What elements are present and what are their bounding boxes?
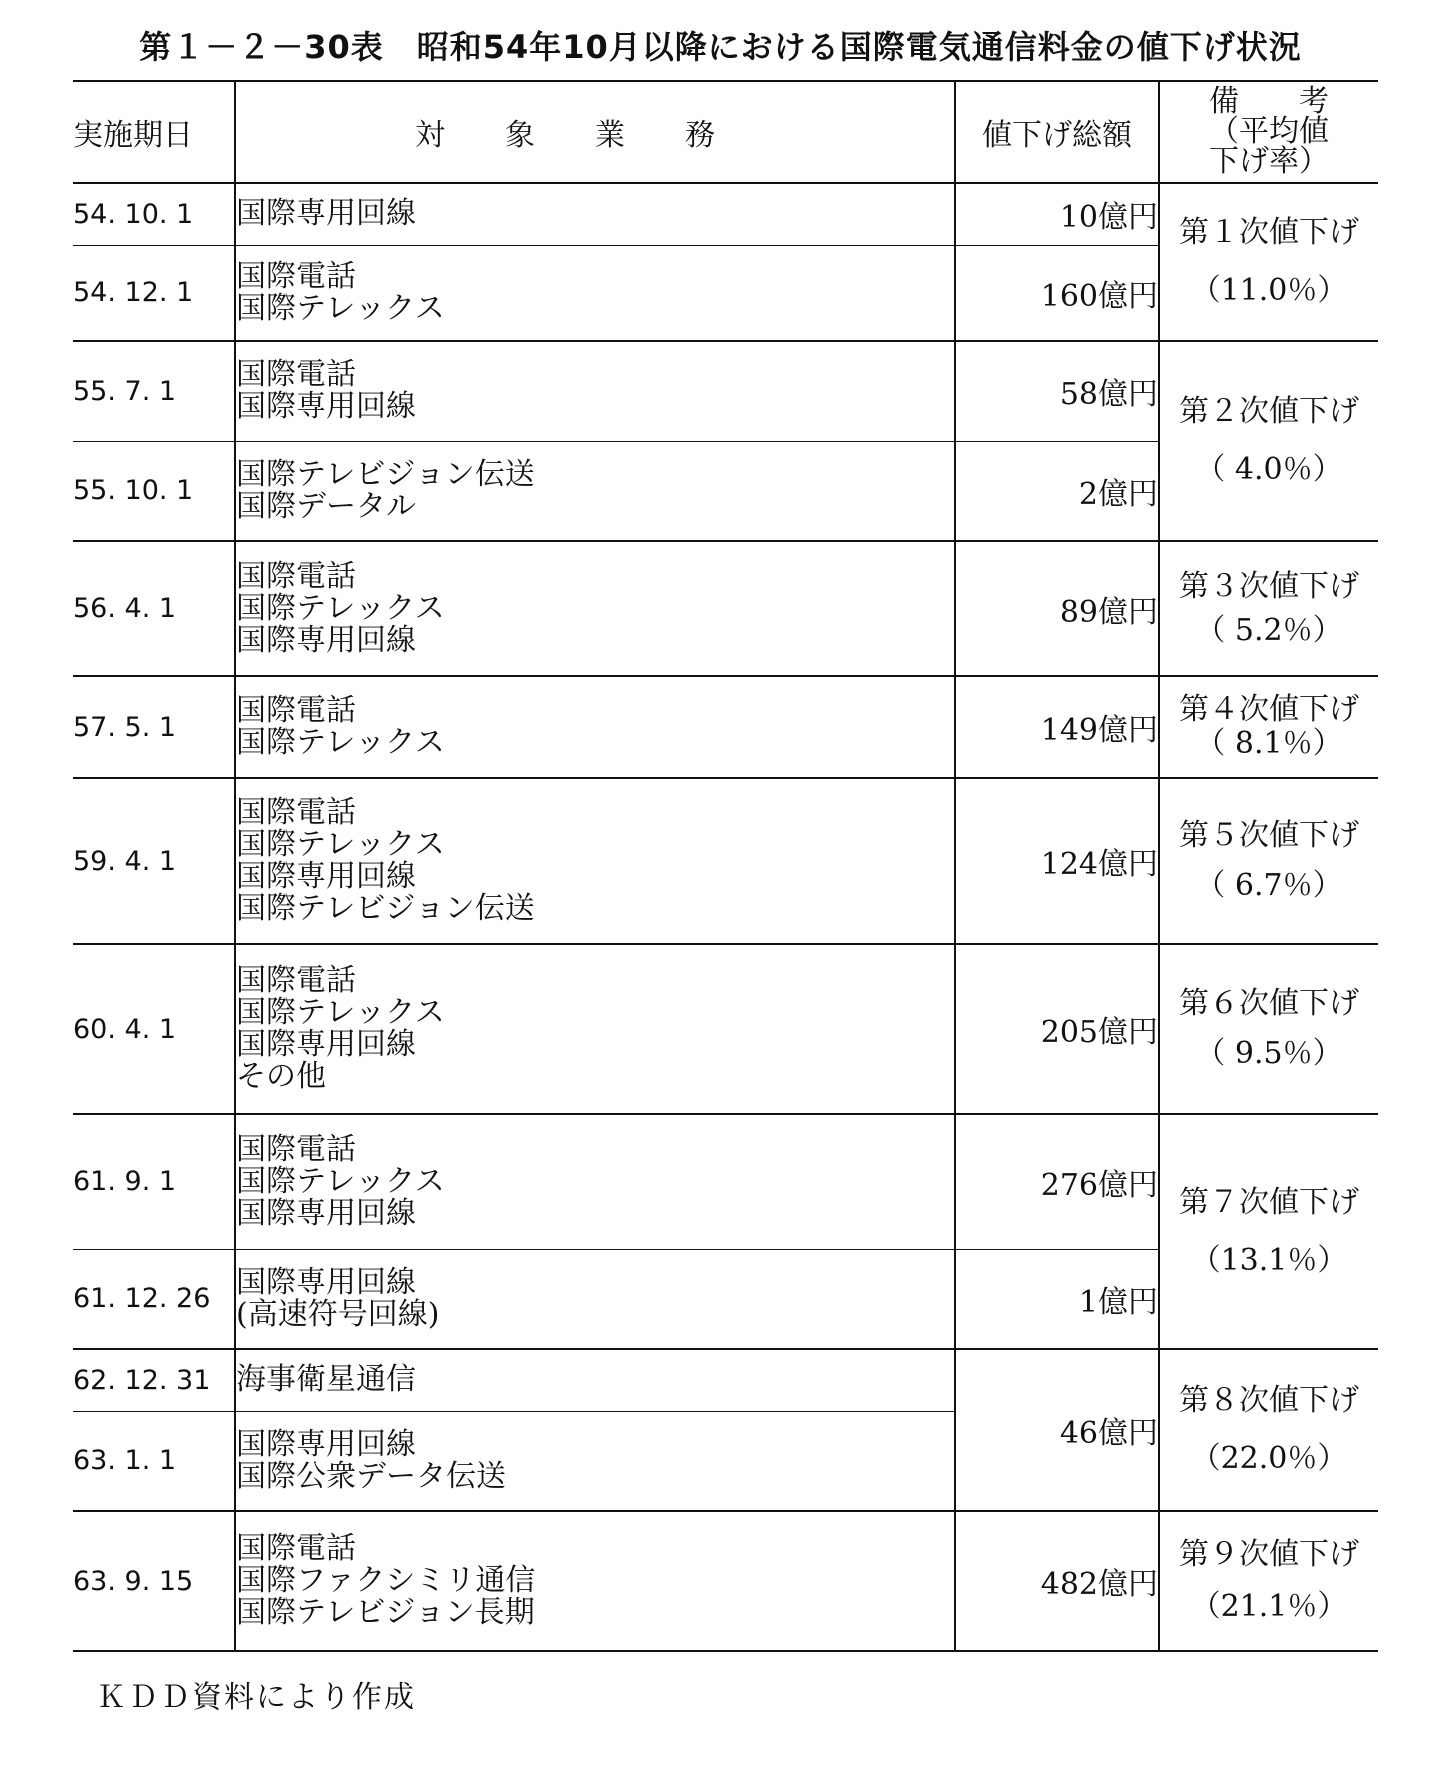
header-remarks-sub1: （平均値 <box>1209 114 1329 149</box>
service-line: 国際公衆データ伝送 <box>236 1458 506 1494</box>
source-note: ＫＤＤ資料により作成 <box>96 1680 416 1715</box>
service-line: 国際専用回線 <box>236 1426 416 1462</box>
service-line: (高速符号回線) <box>236 1296 440 1332</box>
date-cell: 63. 1. 1 <box>73 1411 235 1511</box>
service-cell <box>235 441 955 541</box>
remarks-cell <box>1159 1349 1378 1511</box>
date-cell: 56. 4. 1 <box>73 541 235 676</box>
service-line: 国際専用回線 <box>236 389 416 425</box>
service-line: 国際テレックス <box>236 590 445 626</box>
service-line: 国際電話 <box>236 258 356 294</box>
header-service: 対象業務 <box>235 81 955 183</box>
service-cell <box>235 1249 955 1349</box>
remarks-cell <box>1159 341 1378 541</box>
service-cell <box>235 1411 955 1511</box>
remarks-cell <box>1159 778 1378 944</box>
service-line: その他 <box>236 1059 326 1094</box>
table-row <box>73 541 1378 676</box>
amount-cell: 160億円 <box>955 245 1159 341</box>
remarks-cell <box>1159 1114 1378 1349</box>
amount-cell: 482億円 <box>955 1511 1159 1651</box>
table-row <box>73 183 1378 245</box>
date-cell: 57. 5. 1 <box>73 676 235 778</box>
rate-reduction-table <box>73 80 1378 1652</box>
service-line: 国際テレックス <box>236 827 445 862</box>
remarks-rate: （11.0％） <box>1190 273 1348 308</box>
service-cell <box>235 1349 955 1411</box>
date-cell: 54. 10. 1 <box>73 183 235 245</box>
remarks-rate: （13.1％） <box>1190 1242 1348 1278</box>
remarks-cell <box>1159 944 1378 1114</box>
service-line: 国際電話 <box>236 693 356 728</box>
service-cell <box>235 1114 955 1249</box>
service-line: 国際専用回線 <box>236 196 416 232</box>
remarks-cell <box>1159 541 1378 676</box>
service-line: 国際テレビジョン長期 <box>236 1595 535 1630</box>
date-cell: 61. 12. 26 <box>73 1249 235 1349</box>
service-line: 国際テレックス <box>236 290 445 326</box>
service-line: 国際電話 <box>236 963 356 998</box>
remarks-rate: （22.0％） <box>1190 1441 1348 1476</box>
date-cell: 55. 10. 1 <box>73 441 235 541</box>
table-row <box>73 944 1378 1114</box>
service-line: 国際テレビジョン伝送 <box>236 456 535 492</box>
service-line: 海事衛星通信 <box>236 1362 416 1398</box>
remarks-rate: （21.1％） <box>1190 1589 1348 1624</box>
table-row <box>73 778 1378 944</box>
service-line: 国際専用回線 <box>236 622 416 658</box>
remarks-rate: （ 6.7％） <box>1195 868 1343 903</box>
remarks-label: 第４次値下げ <box>1179 692 1359 727</box>
service-cell <box>235 944 955 1114</box>
amount-cell: 10億円 <box>955 183 1159 245</box>
service-line: 国際ファクシミリ通信 <box>236 1563 536 1598</box>
remarks-label: 第８次値下げ <box>1179 1383 1359 1418</box>
remarks-label: 第１次値下げ <box>1179 215 1359 250</box>
remarks-rate: （ 8.1％） <box>1195 726 1343 761</box>
service-line: 国際テレビジョン伝送 <box>236 891 535 926</box>
table-row <box>73 676 1378 778</box>
service-cell <box>235 676 955 778</box>
remarks-rate: （ 9.5％） <box>1195 1036 1343 1071</box>
remarks-rate: （ 5.2％） <box>1195 612 1343 648</box>
remarks-rate: （ 4.0％） <box>1195 452 1343 487</box>
service-cell <box>235 1511 955 1651</box>
amount-cell: 1億円 <box>955 1249 1159 1349</box>
amount-cell: 276億円 <box>955 1114 1159 1249</box>
remarks-label: 第６次値下げ <box>1179 986 1359 1021</box>
date-cell: 59. 4. 1 <box>73 778 235 944</box>
header-remarks <box>1159 81 1378 183</box>
amount-cell: 89億円 <box>955 541 1159 676</box>
service-line: 国際電話 <box>236 795 356 830</box>
service-line: 国際専用回線 <box>236 1027 416 1062</box>
amount-cell: 46億円 <box>955 1349 1159 1511</box>
remarks-label: 第３次値下げ <box>1179 568 1359 604</box>
service-line: 国際電話 <box>236 1131 356 1167</box>
date-cell: 62. 12. 31 <box>73 1349 235 1411</box>
header-row <box>73 81 1378 183</box>
service-line: 国際電話 <box>236 558 356 594</box>
date-cell: 63. 9. 15 <box>73 1511 235 1651</box>
service-line: 国際テレックス <box>236 1163 445 1199</box>
amount-cell: 205億円 <box>955 944 1159 1114</box>
service-line: 国際電話 <box>236 1531 356 1566</box>
service-cell <box>235 183 955 245</box>
header-remarks-sub2: 下げ率） <box>1209 144 1329 179</box>
service-cell <box>235 778 955 944</box>
service-cell <box>235 541 955 676</box>
service-line: 国際テレックス <box>236 725 445 760</box>
table-row <box>73 1349 1378 1411</box>
service-cell <box>235 341 955 441</box>
remarks-label: 第７次値下げ <box>1179 1184 1359 1220</box>
remarks-cell <box>1159 183 1378 341</box>
remarks-label: 第２次値下げ <box>1179 394 1359 429</box>
table-row <box>73 341 1378 441</box>
date-cell: 60. 4. 1 <box>73 944 235 1114</box>
date-cell: 61. 9. 1 <box>73 1114 235 1249</box>
service-line: 国際データル <box>236 488 416 524</box>
remarks-cell <box>1159 676 1378 778</box>
table-title: 第１－２－30表 昭和54年10月以降における国際電気通信料金の値下げ状況 <box>139 28 1302 66</box>
table-row <box>73 1114 1378 1249</box>
amount-cell: 149億円 <box>955 676 1159 778</box>
amount-cell: 2億円 <box>955 441 1159 541</box>
service-line: 国際電話 <box>236 357 356 393</box>
date-cell: 54. 12. 1 <box>73 245 235 341</box>
amount-cell: 124億円 <box>955 778 1159 944</box>
service-line: 国際テレックス <box>236 995 445 1030</box>
date-cell: 55. 7. 1 <box>73 341 235 441</box>
service-line: 国際専用回線 <box>236 859 416 894</box>
remarks-label: 第５次値下げ <box>1179 818 1359 853</box>
header-date: 実施期日 <box>73 81 235 183</box>
header-amount: 値下げ総額 <box>955 81 1159 183</box>
header-remarks-title: 備 考 <box>1209 84 1329 119</box>
service-cell <box>235 245 955 341</box>
amount-cell: 58億円 <box>955 341 1159 441</box>
remarks-label: 第９次値下げ <box>1179 1537 1359 1572</box>
remarks-cell <box>1159 1511 1378 1651</box>
table-row <box>73 1511 1378 1651</box>
service-line: 国際専用回線 <box>236 1195 416 1231</box>
service-line: 国際専用回線 <box>236 1264 416 1300</box>
